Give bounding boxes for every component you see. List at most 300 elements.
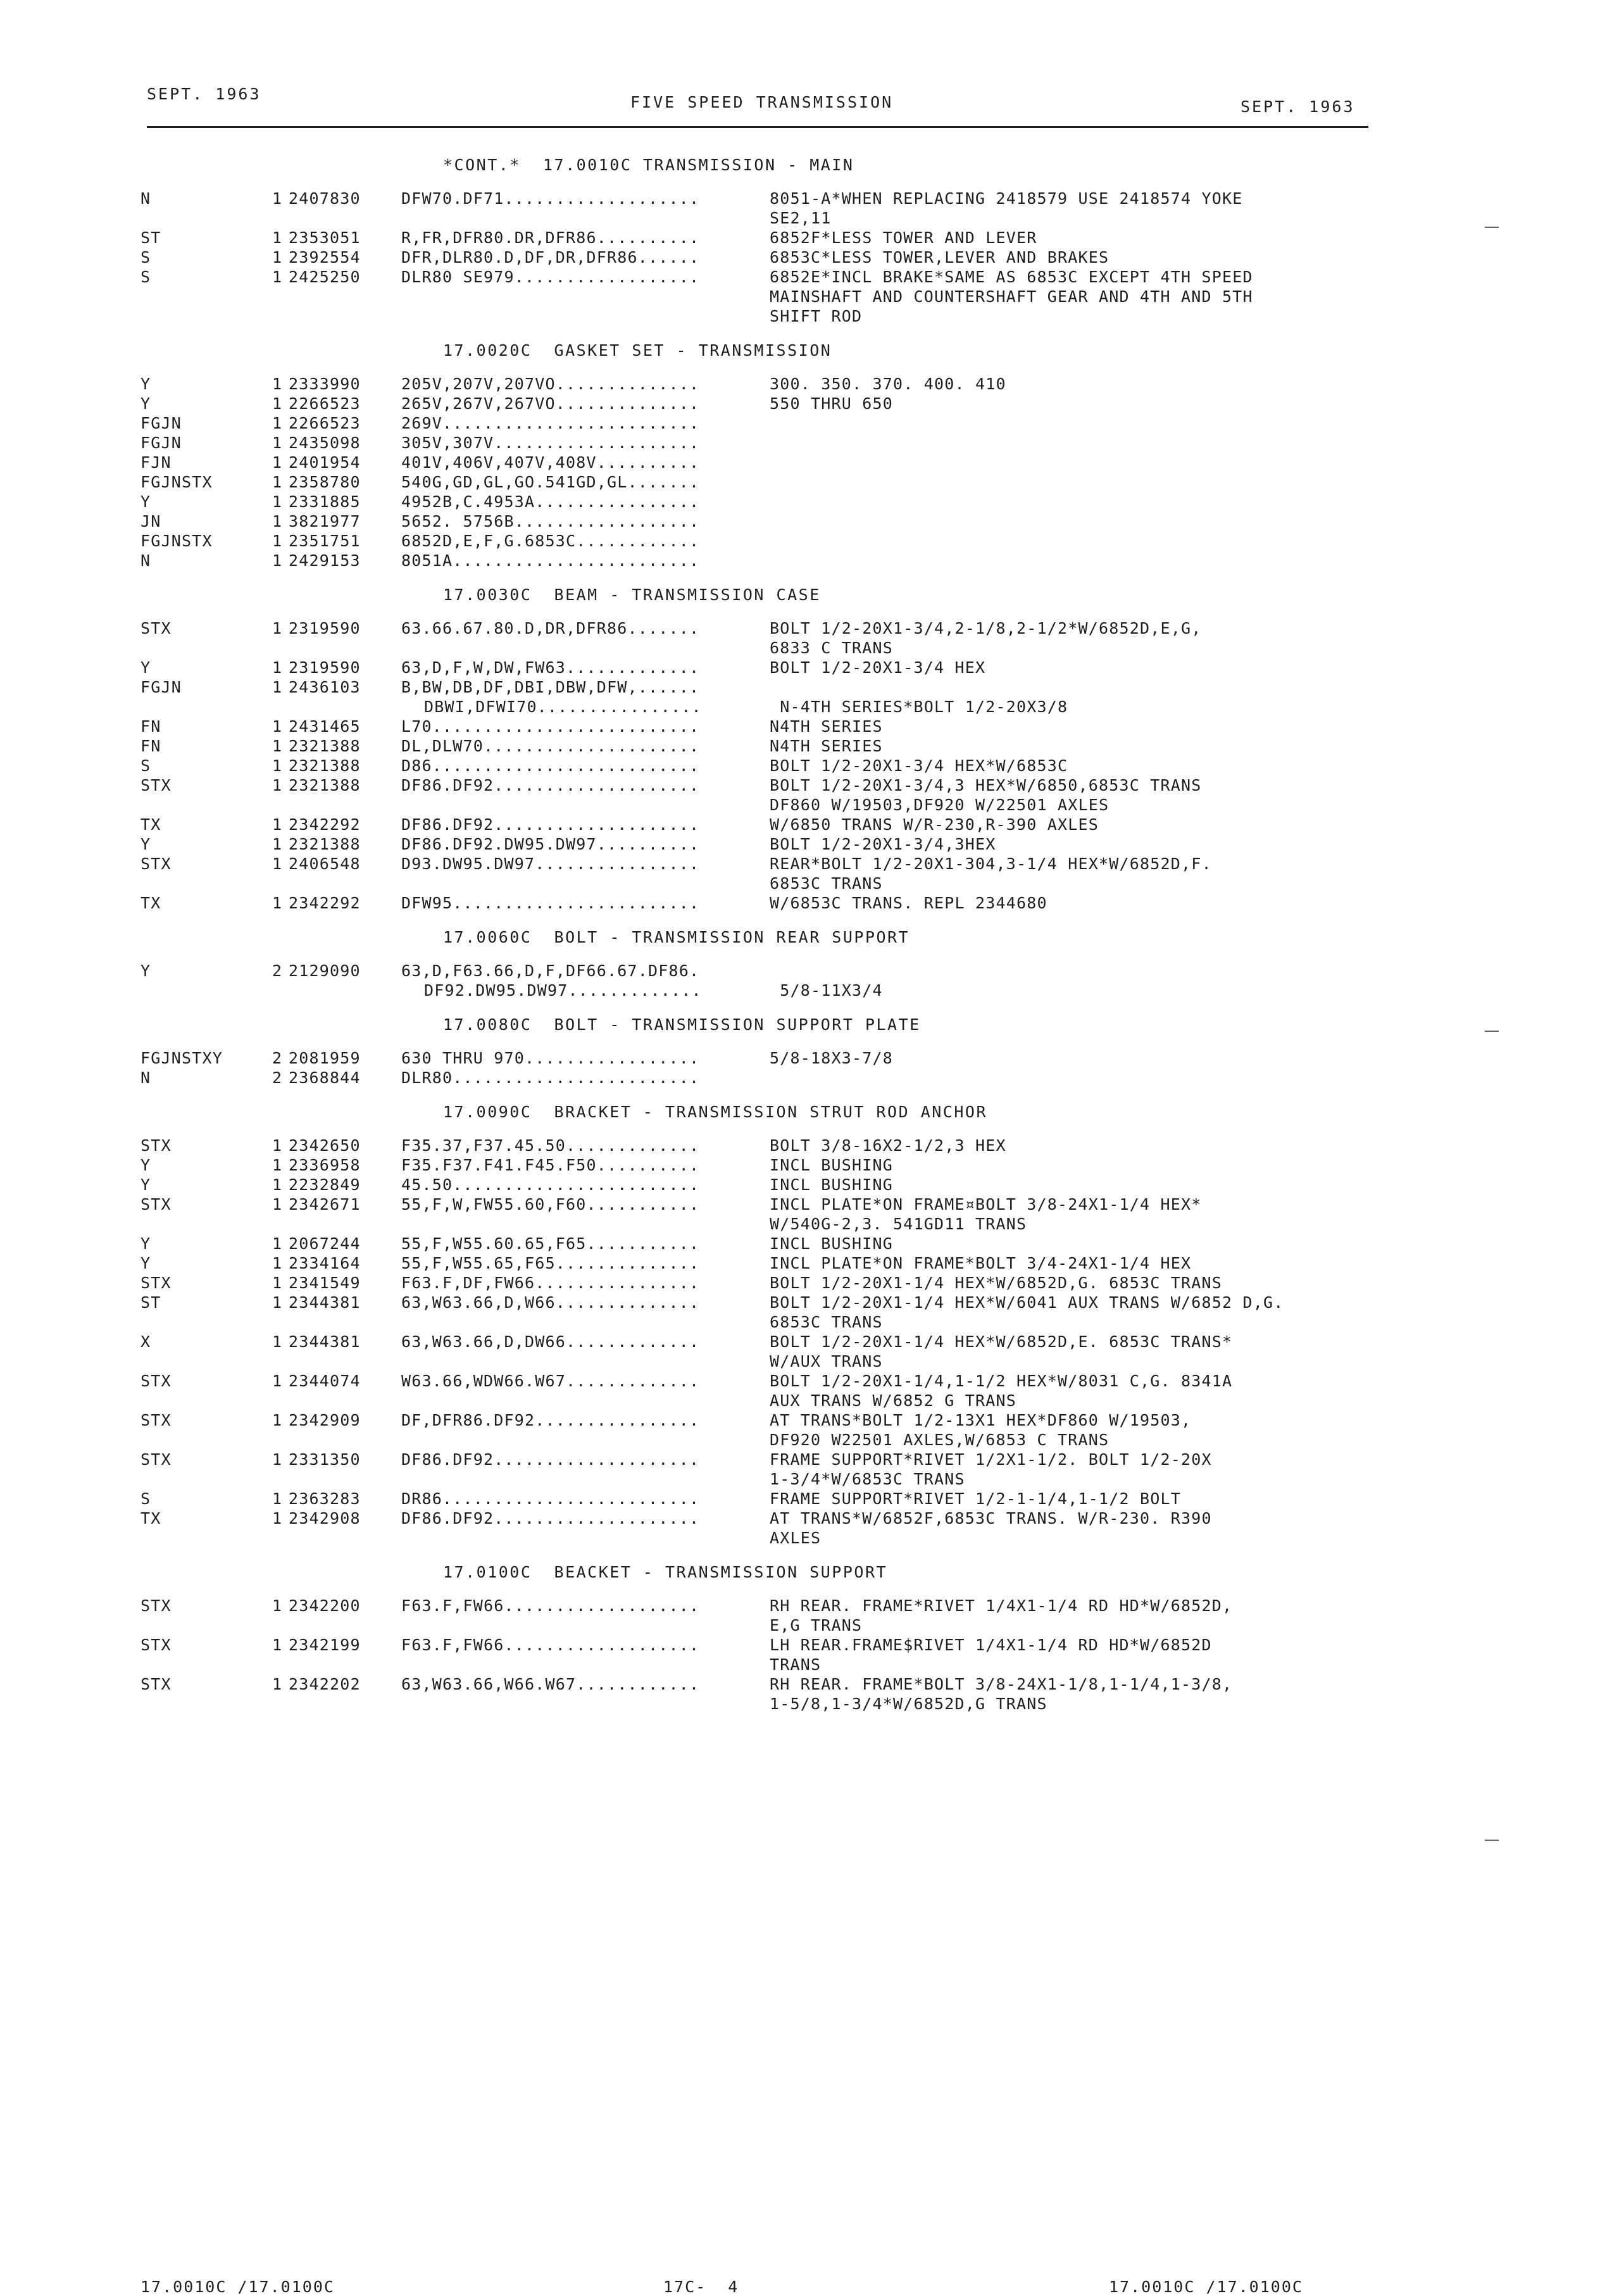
parts-row bbox=[141, 1509, 1438, 1528]
description: BOLT 1/2-20X1-3/4,3 HEX*W/6850,6853C TRANS bbox=[770, 776, 1202, 794]
model-code bbox=[141, 697, 272, 717]
model-list: L70.......................... bbox=[401, 717, 700, 736]
parts-row bbox=[141, 854, 1438, 874]
model-code: STX bbox=[141, 1274, 172, 1292]
description: BOLT 1/2-20X1-3/4 HEX bbox=[770, 658, 986, 677]
model-list: DFW70.DF71................... bbox=[401, 189, 700, 208]
parts-row bbox=[141, 1234, 1438, 1253]
quantity: 1 bbox=[272, 1195, 283, 1214]
model-code: FGJNSTXY bbox=[141, 1049, 223, 1067]
model-list bbox=[401, 638, 770, 658]
margin-mark bbox=[1485, 227, 1499, 228]
quantity: 1 bbox=[272, 229, 283, 247]
description: INCL PLATE*ON FRAME*BOLT 3/4-24X1-1/4 HEX bbox=[770, 1254, 1192, 1272]
quantity: 1 bbox=[272, 1176, 283, 1194]
description: SE2,11 bbox=[770, 209, 832, 227]
description: 5/8-18X3-7/8 bbox=[770, 1049, 894, 1067]
model-list: DL,DLW70..................... bbox=[401, 737, 700, 755]
model-code: S bbox=[141, 248, 151, 267]
model-list: 63,D,F,W,DW,FW63............. bbox=[401, 658, 700, 677]
model-list: 205V,207V,207VO.............. bbox=[401, 375, 700, 393]
quantity: 1 bbox=[272, 1333, 283, 1351]
quantity: 2 bbox=[272, 1069, 283, 1087]
model-list: F35.37,F37.45.50............. bbox=[401, 1136, 700, 1155]
quantity bbox=[272, 1528, 289, 1548]
description: BOLT 1/2-20X1-3/4,3HEX bbox=[770, 835, 996, 853]
description: BOLT 1/2-20X1-1/4 HEX*W/6041 AUX TRANS W/6852 D,G. bbox=[770, 1293, 1284, 1312]
quantity: 1 bbox=[272, 1156, 283, 1174]
model-list: 45.50........................ bbox=[401, 1176, 700, 1194]
section-title: 17.0080C BOLT - TRANSMISSION SUPPORT PLATE bbox=[443, 1015, 921, 1034]
model-list: 4952B,C.4953A................ bbox=[401, 492, 700, 511]
model-list: 630 THRU 970................. bbox=[401, 1049, 700, 1067]
model-list bbox=[401, 287, 770, 306]
quantity: 1 bbox=[272, 248, 283, 267]
model-code: S bbox=[141, 1490, 151, 1508]
parts-row bbox=[141, 1371, 1438, 1391]
quantity: 1 bbox=[272, 1490, 283, 1508]
part-number: 2342671 bbox=[289, 1195, 361, 1214]
model-code: Y bbox=[141, 492, 151, 511]
parts-row bbox=[141, 1528, 1438, 1548]
model-code: Y bbox=[141, 962, 151, 980]
part-number bbox=[289, 1352, 401, 1371]
model-list: D86.......................... bbox=[401, 756, 700, 775]
quantity: 1 bbox=[272, 855, 283, 873]
parts-row bbox=[141, 893, 1438, 913]
model-list bbox=[401, 1312, 770, 1332]
model-code: FGJN bbox=[141, 678, 182, 696]
model-code: FN bbox=[141, 717, 161, 736]
model-code: Y bbox=[141, 1156, 151, 1174]
quantity: 1 bbox=[272, 717, 283, 736]
model-list: 5652. 5756B.................. bbox=[401, 512, 700, 530]
part-number: 2341549 bbox=[289, 1274, 361, 1292]
model-code: FGJN bbox=[141, 414, 182, 432]
model-list: DLR80........................ bbox=[401, 1069, 700, 1087]
part-number: 2429153 bbox=[289, 551, 361, 570]
description: REAR*BOLT 1/2-20X1-304,3-1/4 HEX*W/6852D,F. bbox=[770, 855, 1212, 873]
model-code: STX bbox=[141, 1195, 172, 1214]
part-number: 2342199 bbox=[289, 1636, 361, 1654]
quantity: 1 bbox=[272, 737, 283, 755]
parts-row bbox=[141, 1596, 1438, 1615]
model-code: Y bbox=[141, 1254, 151, 1272]
model-code bbox=[141, 638, 272, 658]
description: N4TH SERIES bbox=[770, 737, 883, 755]
quantity: 1 bbox=[272, 1450, 283, 1469]
parts-row bbox=[141, 1674, 1438, 1694]
model-list bbox=[401, 1528, 770, 1548]
quantity: 1 bbox=[272, 512, 283, 530]
quantity: 2 bbox=[272, 1049, 283, 1067]
header-left-date: SEPT. 1963 bbox=[147, 85, 261, 103]
model-list: 401V,406V,407V,408V.......... bbox=[401, 453, 700, 472]
model-list: D93.DW95.DW97................ bbox=[401, 855, 700, 873]
description bbox=[770, 511, 1438, 531]
model-list bbox=[401, 874, 770, 893]
header-title: FIVE SPEED TRANSMISSION bbox=[630, 93, 894, 111]
model-list: 540G,GD,GL,GO.541GD,GL....... bbox=[401, 473, 700, 491]
part-number: 2407830 bbox=[289, 189, 361, 208]
quantity: 1 bbox=[272, 414, 283, 432]
parts-row bbox=[141, 1655, 1438, 1674]
quantity: 1 bbox=[272, 835, 283, 853]
description: AT TRANS*W/6852F,6853C TRANS. W/R-230. R390 bbox=[770, 1509, 1212, 1528]
parts-row bbox=[141, 1352, 1438, 1371]
model-code: Y bbox=[141, 658, 151, 677]
model-code bbox=[141, 1655, 272, 1674]
section-title: *CONT.* 17.0010C TRANSMISSION - MAIN bbox=[443, 156, 854, 174]
description bbox=[770, 531, 1438, 551]
part-number: 2392554 bbox=[289, 248, 361, 267]
quantity: 1 bbox=[272, 1234, 283, 1253]
parts-row bbox=[141, 874, 1438, 893]
part-number: 2321388 bbox=[289, 776, 361, 794]
model-list: DBWI,DFWI70................ bbox=[424, 698, 702, 716]
model-list bbox=[401, 795, 770, 815]
quantity: 1 bbox=[272, 756, 283, 775]
model-code: STX bbox=[141, 776, 172, 794]
description: DF860 W/19503,DF920 W/22501 AXLES bbox=[770, 796, 1109, 814]
model-list: 55,F,W55.60.65,F65........... bbox=[401, 1234, 700, 1253]
parts-row bbox=[141, 453, 1438, 472]
parts-row bbox=[141, 433, 1438, 453]
model-list: DF86.DF92.................... bbox=[401, 1509, 700, 1528]
model-code bbox=[141, 1391, 272, 1410]
quantity bbox=[272, 1469, 289, 1489]
part-number: 2334164 bbox=[289, 1254, 361, 1272]
model-list: F63.F,DF,FW66................ bbox=[401, 1274, 700, 1292]
model-code: STX bbox=[141, 855, 172, 873]
parts-row bbox=[141, 1195, 1438, 1214]
quantity: 1 bbox=[272, 1254, 283, 1272]
model-list: 63,W63.66,D,W66.............. bbox=[401, 1293, 700, 1312]
model-code bbox=[141, 1528, 272, 1548]
part-number: 2342909 bbox=[289, 1411, 361, 1429]
parts-row bbox=[141, 1410, 1438, 1430]
description: AUX TRANS W/6852 G TRANS bbox=[770, 1391, 1017, 1410]
part-number: 2342650 bbox=[289, 1136, 361, 1155]
model-code: FGJNSTX bbox=[141, 473, 213, 491]
model-code bbox=[141, 306, 272, 326]
footer-page-number: 17C- 4 bbox=[663, 2278, 739, 2296]
parts-row bbox=[141, 492, 1438, 511]
quantity bbox=[272, 1655, 289, 1674]
model-code: ST bbox=[141, 1293, 161, 1312]
model-code bbox=[141, 1352, 272, 1371]
description: AXLES bbox=[770, 1529, 822, 1547]
part-number bbox=[289, 1391, 401, 1410]
quantity: 1 bbox=[272, 658, 283, 677]
model-list: 63.66.67.80.D,DR,DFR86....... bbox=[401, 619, 700, 637]
description: 6833 C TRANS bbox=[770, 639, 894, 657]
part-number: 2436103 bbox=[289, 678, 361, 696]
quantity bbox=[272, 981, 289, 1000]
parts-row bbox=[141, 1469, 1438, 1489]
part-number: 2431465 bbox=[289, 717, 361, 736]
parts-row bbox=[141, 511, 1438, 531]
parts-row bbox=[141, 1489, 1438, 1509]
description: W/AUX TRANS bbox=[770, 1352, 883, 1371]
model-code bbox=[141, 1615, 272, 1635]
section-title: 17.0090C BRACKET - TRANSMISSION STRUT ROD ANCHOR bbox=[443, 1103, 988, 1121]
model-code: N bbox=[141, 189, 151, 208]
quantity bbox=[272, 1352, 289, 1371]
description bbox=[770, 453, 1438, 472]
quantity: 1 bbox=[272, 375, 283, 393]
part-number bbox=[289, 697, 401, 717]
parts-row bbox=[141, 472, 1438, 492]
quantity: 1 bbox=[272, 453, 283, 472]
part-number: 2319590 bbox=[289, 619, 361, 637]
model-code bbox=[141, 287, 272, 306]
parts-row bbox=[141, 208, 1438, 228]
model-code: Y bbox=[141, 1176, 151, 1194]
quantity: 1 bbox=[272, 189, 283, 208]
parts-row bbox=[141, 795, 1438, 815]
margin-mark bbox=[1485, 1031, 1499, 1032]
description: BOLT 1/2-20X1-3/4,2-1/8,2-1/2*W/6852D,E,G, bbox=[770, 619, 1202, 637]
part-number: 2333990 bbox=[289, 375, 361, 393]
model-list: DLR80 SE979.................. bbox=[401, 268, 700, 286]
description: LH REAR.FRAME$RIVET 1/4X1-1/4 RD HD*W/6852D bbox=[770, 1636, 1212, 1654]
part-number bbox=[289, 1615, 401, 1635]
model-list: DF86.DF92.................... bbox=[401, 1450, 700, 1469]
model-code: STX bbox=[141, 1372, 172, 1390]
section-title: 17.0030C BEAM - TRANSMISSION CASE bbox=[443, 586, 821, 604]
parts-row bbox=[141, 551, 1438, 570]
parts-row bbox=[141, 756, 1438, 775]
quantity: 1 bbox=[272, 473, 283, 491]
parts-row bbox=[141, 531, 1438, 551]
model-list bbox=[401, 1352, 770, 1371]
part-number: 2331350 bbox=[289, 1450, 361, 1469]
part-number bbox=[289, 874, 401, 893]
parts-row bbox=[141, 618, 1438, 638]
model-code: STX bbox=[141, 1597, 172, 1615]
description: AT TRANS*BOLT 1/2-13X1 HEX*DF860 W/19503, bbox=[770, 1411, 1192, 1429]
model-list bbox=[401, 1391, 770, 1410]
description: 8051-A*WHEN REPLACING 2418579 USE 2418574 YOKE bbox=[770, 189, 1243, 208]
quantity bbox=[272, 638, 289, 658]
model-code: S bbox=[141, 756, 151, 775]
quantity bbox=[272, 795, 289, 815]
quantity: 1 bbox=[272, 434, 283, 452]
part-number bbox=[289, 1528, 401, 1548]
part-number: 2353051 bbox=[289, 229, 361, 247]
description bbox=[770, 492, 1438, 511]
model-code: TX bbox=[141, 815, 161, 834]
model-code bbox=[141, 1312, 272, 1332]
parts-row bbox=[141, 1253, 1438, 1273]
model-code: FGJN bbox=[141, 434, 182, 452]
description: 6852E*INCL BRAKE*SAME AS 6853C EXCEPT 4TH SPEED bbox=[770, 268, 1253, 286]
description: N4TH SERIES bbox=[770, 717, 883, 736]
parts-row bbox=[141, 1332, 1438, 1352]
description bbox=[770, 433, 1438, 453]
parts-row bbox=[141, 638, 1438, 658]
model-list bbox=[401, 1615, 770, 1635]
model-list bbox=[401, 1214, 770, 1234]
model-list: DFR,DLR80.D,DF,DR,DFR86...... bbox=[401, 248, 700, 267]
parts-row bbox=[141, 1694, 1438, 1714]
quantity: 1 bbox=[272, 1411, 283, 1429]
quantity: 1 bbox=[272, 492, 283, 511]
part-number bbox=[289, 1469, 401, 1489]
header-rule bbox=[147, 126, 1368, 128]
description: RH REAR. FRAME*BOLT 3/8-24X1-1/8,1-1/4,1-3/8, bbox=[770, 1675, 1233, 1693]
quantity: 1 bbox=[272, 268, 283, 286]
part-number bbox=[289, 1214, 401, 1234]
model-code: STX bbox=[141, 1136, 172, 1155]
description: N-4TH SERIES*BOLT 1/2-20X3/8 bbox=[770, 698, 1068, 716]
model-list: DF86.DF92.................... bbox=[401, 815, 700, 834]
model-list: W63.66,WDW66.W67............. bbox=[401, 1372, 700, 1390]
model-list bbox=[401, 1655, 770, 1674]
model-list bbox=[401, 306, 770, 326]
model-code: Y bbox=[141, 1234, 151, 1253]
description bbox=[770, 413, 1438, 433]
model-list: 305V,307V.................... bbox=[401, 434, 700, 452]
model-list: R,FR,DFR80.DR,DFR86.......... bbox=[401, 229, 700, 247]
model-code: ST bbox=[141, 229, 161, 247]
footer-left-ref: 17.0010C /17.0100C bbox=[141, 2278, 335, 2296]
model-code bbox=[141, 1694, 272, 1714]
quantity: 1 bbox=[272, 1509, 283, 1528]
model-code: S bbox=[141, 268, 151, 286]
parts-row bbox=[141, 736, 1438, 756]
parts-row bbox=[141, 228, 1438, 248]
model-list: DF86.DF92.................... bbox=[401, 776, 700, 794]
description: MAINSHAFT AND COUNTERSHAFT GEAR AND 4TH AND 5TH bbox=[770, 287, 1253, 306]
model-code: TX bbox=[141, 1509, 161, 1528]
part-number: 3821977 bbox=[289, 512, 361, 530]
quantity: 1 bbox=[272, 394, 283, 413]
model-list: 269V......................... bbox=[401, 414, 700, 432]
section-title: 17.0060C BOLT - TRANSMISSION REAR SUPPORT bbox=[443, 928, 910, 946]
quantity: 1 bbox=[272, 1274, 283, 1292]
model-list bbox=[401, 1430, 770, 1450]
description: 550 THRU 650 bbox=[770, 394, 894, 413]
quantity: 1 bbox=[272, 551, 283, 570]
model-code: Y bbox=[141, 375, 151, 393]
description: RH REAR. FRAME*RIVET 1/4X1-1/4 RD HD*W/6852D, bbox=[770, 1597, 1233, 1615]
parts-row bbox=[141, 981, 1438, 1000]
parts-row bbox=[141, 1048, 1438, 1068]
model-code: X bbox=[141, 1333, 151, 1351]
quantity: 1 bbox=[272, 894, 283, 912]
description: FRAME SUPPORT*RIVET 1/2X1-1/2. BOLT 1/2-20X bbox=[770, 1450, 1212, 1469]
description: 1-5/8,1-3/4*W/6852D,G TRANS bbox=[770, 1695, 1047, 1713]
quantity: 2 bbox=[272, 962, 283, 980]
part-number: 2067244 bbox=[289, 1234, 361, 1253]
part-number: 2342292 bbox=[289, 815, 361, 834]
model-code bbox=[141, 208, 272, 228]
model-list: 265V,267V,267VO.............. bbox=[401, 394, 700, 413]
description bbox=[770, 961, 1438, 981]
model-code bbox=[141, 874, 272, 893]
parts-row bbox=[141, 189, 1438, 208]
parts-listing bbox=[141, 151, 1438, 1714]
part-number bbox=[289, 638, 401, 658]
part-number: 2368844 bbox=[289, 1069, 361, 1087]
description: 5/8-11X3/4 bbox=[770, 981, 883, 1000]
part-number: 2266523 bbox=[289, 394, 361, 413]
description: W/6850 TRANS W/R-230,R-390 AXLES bbox=[770, 815, 1099, 834]
part-number: 2435098 bbox=[289, 434, 361, 452]
parts-row bbox=[141, 248, 1438, 267]
part-number: 2342908 bbox=[289, 1509, 361, 1528]
model-code bbox=[141, 795, 272, 815]
parts-row bbox=[141, 413, 1438, 433]
part-number bbox=[289, 981, 401, 1000]
parts-row bbox=[141, 1068, 1438, 1088]
description: 300. 350. 370. 400. 410 bbox=[770, 375, 1006, 393]
model-code: Y bbox=[141, 394, 151, 413]
quantity bbox=[272, 1615, 289, 1635]
part-number: 2425250 bbox=[289, 268, 361, 286]
model-list: DR86......................... bbox=[401, 1490, 700, 1508]
description: W/540G-2,3. 541GD11 TRANS bbox=[770, 1215, 1027, 1233]
quantity: 1 bbox=[272, 815, 283, 834]
quantity: 1 bbox=[272, 776, 283, 794]
header-right-date: SEPT. 1963 bbox=[1241, 97, 1355, 116]
part-number bbox=[289, 208, 401, 228]
model-list bbox=[401, 1469, 770, 1489]
part-number bbox=[289, 287, 401, 306]
section-title: 17.0100C BEACKET - TRANSMISSION SUPPORT bbox=[443, 1563, 888, 1581]
parts-row bbox=[141, 374, 1438, 394]
description: DF920 W22501 AXLES,W/6853 C TRANS bbox=[770, 1431, 1109, 1449]
parts-row bbox=[141, 1450, 1438, 1469]
model-list: DFW95........................ bbox=[401, 894, 700, 912]
model-list: 63,W63.66,D,DW66............. bbox=[401, 1333, 700, 1351]
margin-mark bbox=[1485, 1840, 1499, 1841]
quantity bbox=[272, 1430, 289, 1450]
part-number: 2321388 bbox=[289, 737, 361, 755]
quantity: 1 bbox=[272, 1636, 283, 1654]
quantity bbox=[272, 1391, 289, 1410]
parts-row bbox=[141, 1214, 1438, 1234]
model-list: DF86.DF92.DW95.DW97.......... bbox=[401, 835, 700, 853]
description: BOLT 1/2-20X1-1/4,1-1/2 HEX*W/8031 C,G. 8341A bbox=[770, 1372, 1233, 1390]
quantity: 1 bbox=[272, 1675, 283, 1693]
description: INCL BUSHING bbox=[770, 1176, 894, 1194]
part-number bbox=[289, 1694, 401, 1714]
model-code: STX bbox=[141, 619, 172, 637]
part-number: 2344381 bbox=[289, 1333, 361, 1351]
model-code bbox=[141, 1469, 272, 1489]
part-number: 2344074 bbox=[289, 1372, 361, 1390]
quantity: 1 bbox=[272, 1293, 283, 1312]
quantity bbox=[272, 208, 289, 228]
description bbox=[770, 551, 1438, 570]
parts-row bbox=[141, 1312, 1438, 1332]
model-list bbox=[401, 208, 770, 228]
quantity: 1 bbox=[272, 1136, 283, 1155]
footer-right-ref: 17.0010C /17.0100C bbox=[1109, 2278, 1303, 2296]
quantity bbox=[272, 1214, 289, 1234]
part-number bbox=[289, 1430, 401, 1450]
model-code: Y bbox=[141, 835, 151, 853]
model-list: F63.F,FW66................... bbox=[401, 1597, 700, 1615]
part-number: 2081959 bbox=[289, 1049, 361, 1067]
model-code bbox=[141, 981, 272, 1000]
model-list: 8051A........................ bbox=[401, 551, 700, 570]
parts-row bbox=[141, 267, 1438, 287]
model-list bbox=[401, 1694, 770, 1714]
